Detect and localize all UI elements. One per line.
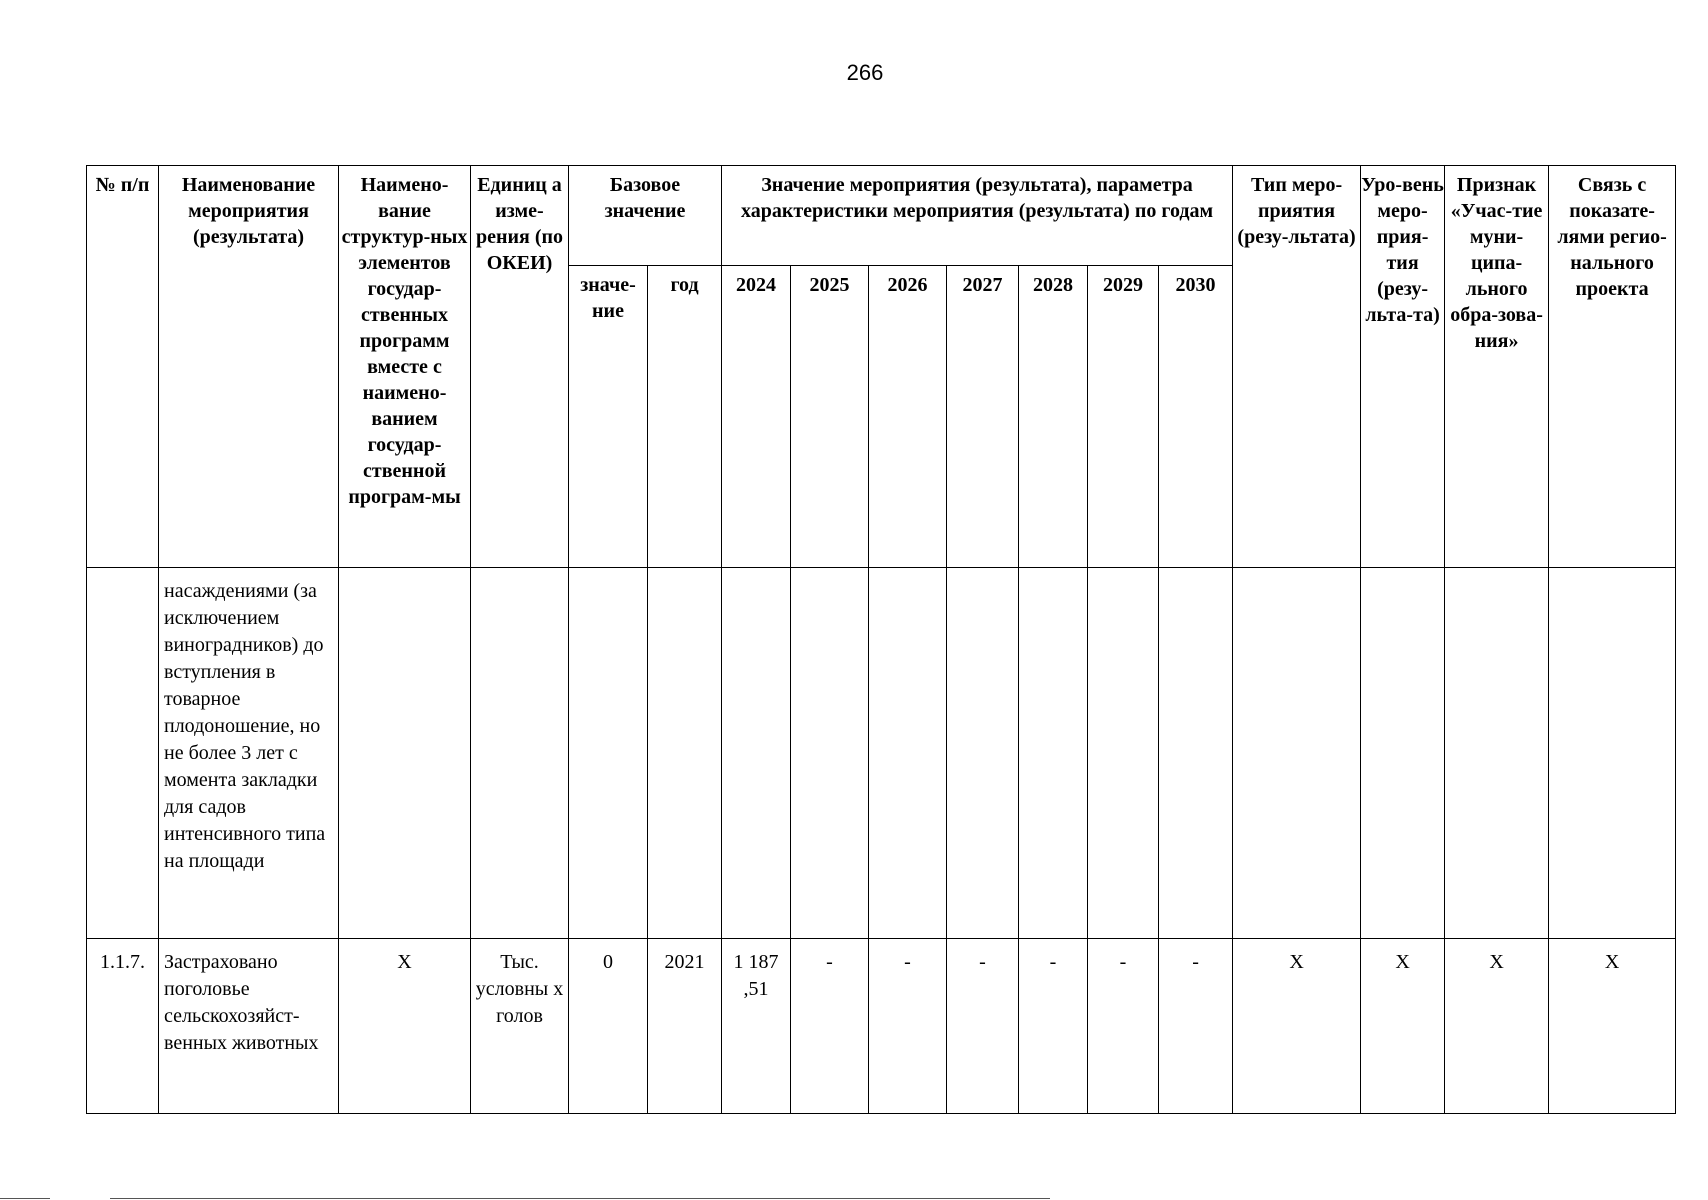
cell-year-2029: - [1088, 939, 1159, 1114]
program-table [86, 165, 1676, 1114]
header-base-value-value: значе-ние [569, 266, 648, 568]
header-name: Наименование мероприятия (результата) [159, 166, 339, 568]
cell-level [1361, 568, 1445, 939]
cell-year-2028 [1019, 568, 1088, 939]
cell-year-2030: - [1159, 939, 1233, 1114]
footer-rule-left [0, 1198, 50, 1199]
cell-year-2025 [791, 568, 869, 939]
header-year-2025: 2025 [791, 266, 869, 568]
header-unit: Единиц а изме-рения (по ОКЕИ) [471, 166, 569, 568]
cell-struct [339, 568, 471, 939]
cell-year-2027: - [947, 939, 1019, 1114]
cell-municipal: X [1445, 939, 1549, 1114]
cell-unit: Тыс. условны х голов [471, 939, 569, 1114]
header-structural-elements: Наимено-вание структур-ных элементов государ-ственных программ вместе с наимено-ванием государ-ственной програм-мы [339, 166, 471, 568]
cell-name: Застраховано поголовье сельскохозяйст-венных животных [159, 939, 339, 1114]
cell-struct: X [339, 939, 471, 1114]
cell-link: X [1549, 939, 1676, 1114]
footer-rule [110, 1198, 1050, 1199]
header-num: № п/п [87, 166, 159, 568]
cell-num [87, 568, 159, 939]
cell-year-2024 [722, 568, 791, 939]
header-level: Уро-вень меро-прия-тия (резу-льта-та) [1361, 166, 1445, 568]
header-type: Тип меро-приятия (резу-льтата) [1233, 166, 1361, 568]
cell-year-2025: - [791, 939, 869, 1114]
header-year-2028: 2028 [1019, 266, 1088, 568]
cell-year-2028: - [1019, 939, 1088, 1114]
header-regional-link: Связь с показате-лями регио-нального проекта [1549, 166, 1676, 568]
cell-type: X [1233, 939, 1361, 1114]
header-year-2027: 2027 [947, 266, 1019, 568]
header-year-2024: 2024 [722, 266, 791, 568]
header-values-by-year: Значение мероприятия (результата), параметра характеристики мероприятия (результата) по годам [722, 166, 1233, 266]
header-year-2029: 2029 [1088, 266, 1159, 568]
cell-year-2030 [1159, 568, 1233, 939]
cell-type [1233, 568, 1361, 939]
header-base-value: Базовое значение [569, 166, 722, 266]
cell-num: 1.1.7. [87, 939, 159, 1114]
cell-level: X [1361, 939, 1445, 1114]
cell-link [1549, 568, 1676, 939]
page-number: 266 [846, 60, 884, 85]
table-row [87, 939, 1676, 1114]
header-municipal-participation: Признак «Учас-тие муни-ципа-льного обра-зова-ния» [1445, 166, 1549, 568]
cell-base-year [648, 568, 722, 939]
cell-base-value: 0 [569, 939, 648, 1114]
cell-name: насаждениями (за исключением виноградников) до вступления в товарное плодоношение, но не более 3 лет с момента закладки для садов интенсивного типа на площади [159, 568, 339, 939]
cell-year-2029 [1088, 568, 1159, 939]
header-base-value-year: год [648, 266, 722, 568]
table-row [87, 568, 1676, 939]
cell-unit [471, 568, 569, 939]
cell-year-2026 [869, 568, 947, 939]
cell-municipal [1445, 568, 1549, 939]
cell-base-value [569, 568, 648, 939]
cell-year-2024: 1 187 ,51 [722, 939, 791, 1114]
header-year-2026: 2026 [869, 266, 947, 568]
cell-base-year: 2021 [648, 939, 722, 1114]
header-year-2030: 2030 [1159, 266, 1233, 568]
cell-year-2027 [947, 568, 1019, 939]
cell-year-2026: - [869, 939, 947, 1114]
